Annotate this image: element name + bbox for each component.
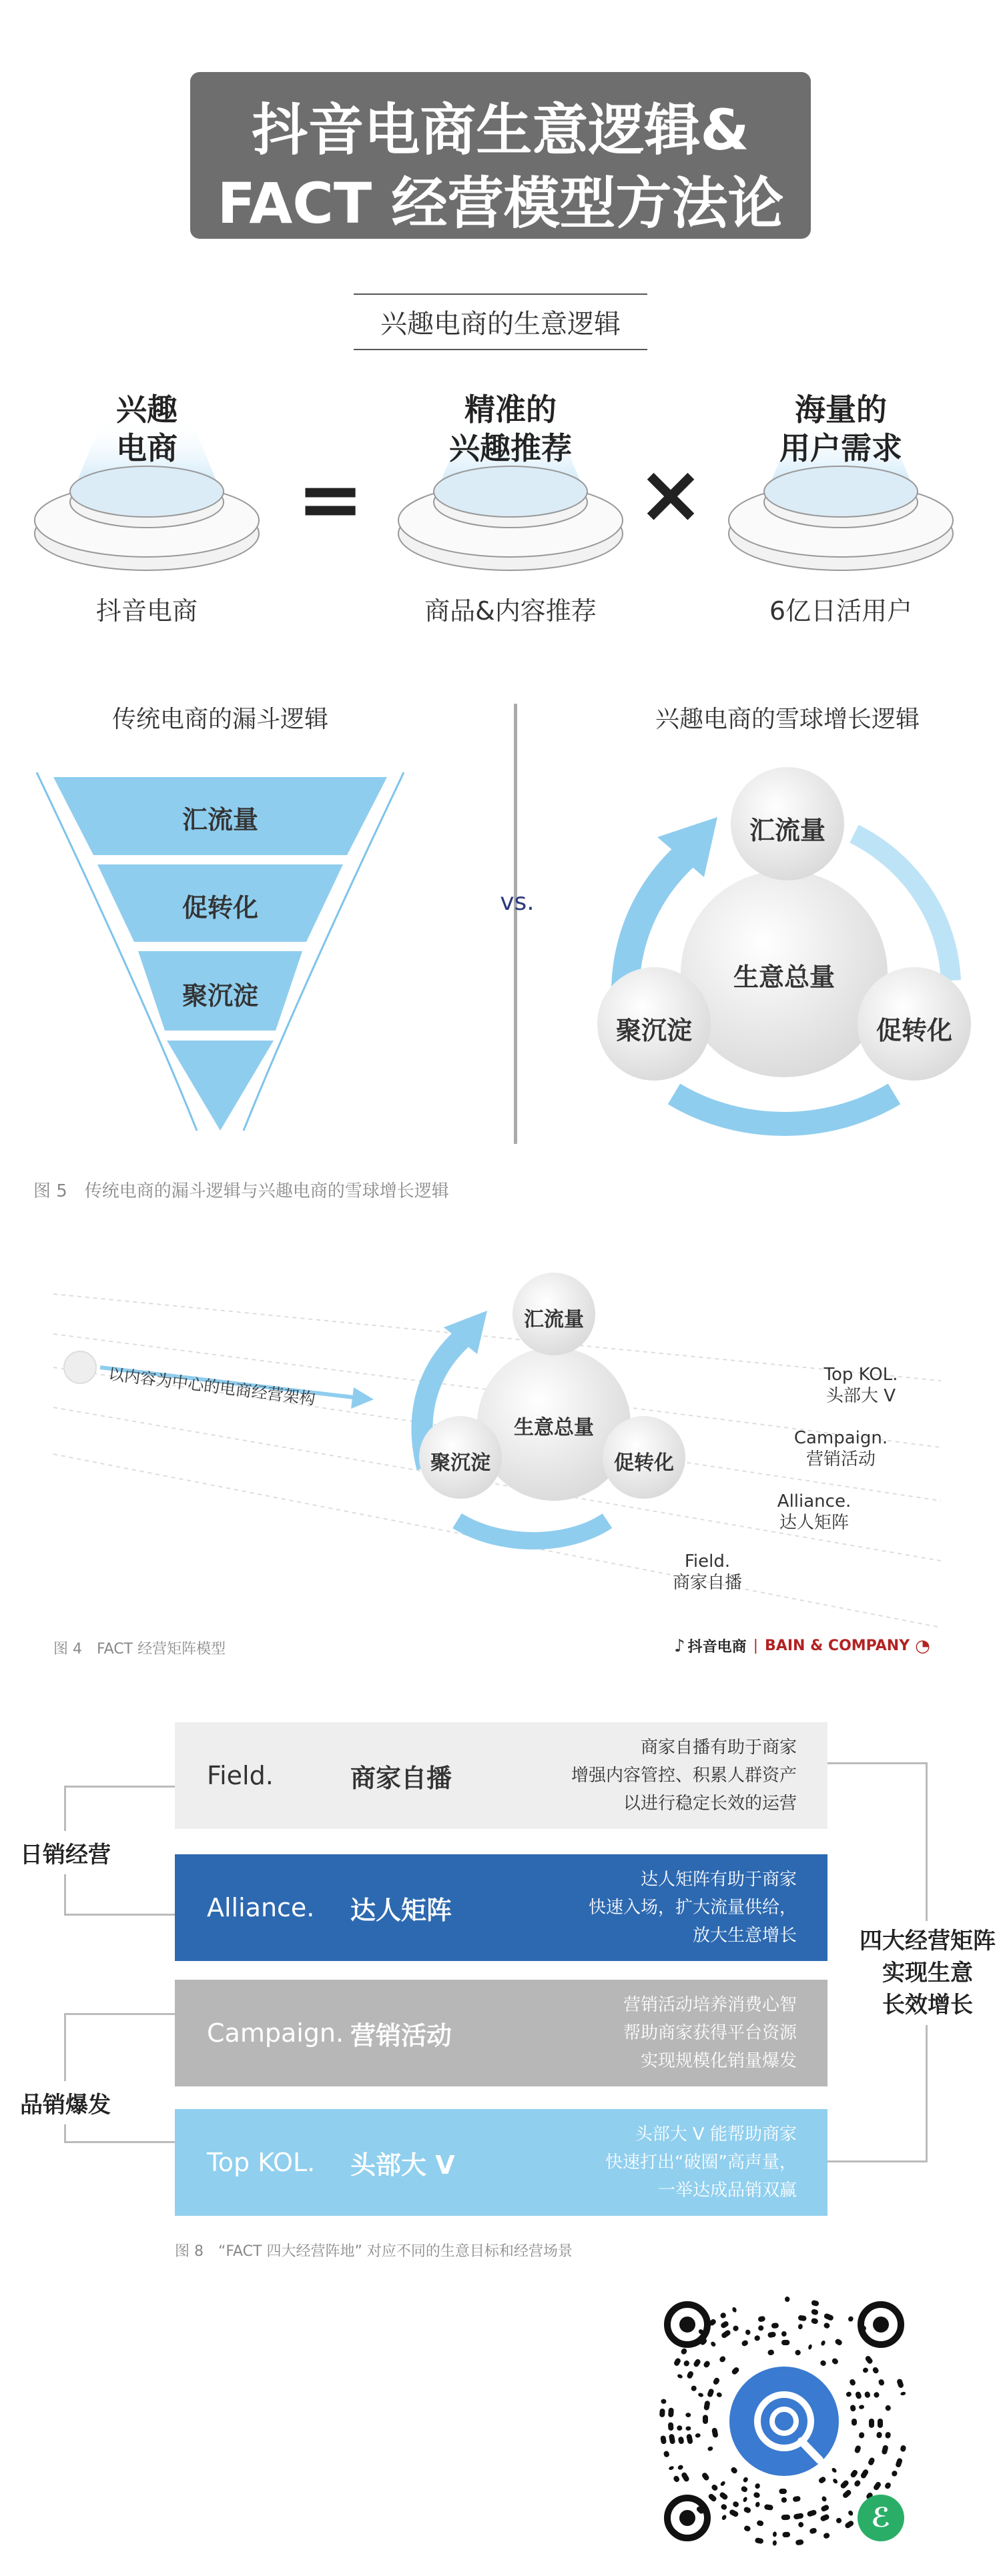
pedestal-caption-1: 抖音电商	[95, 596, 198, 626]
funnel-level-1: 汇流量	[182, 805, 258, 834]
section-divider	[514, 704, 517, 1144]
four-matrix-label	[848, 1921, 1001, 2025]
desc-line: 以进行稳定长效的运营	[623, 1794, 797, 1814]
desc-line: 头部大 V 能帮助商家	[635, 2124, 797, 2144]
lane-en: Campaign.	[793, 1428, 888, 1448]
desc-line: 快速入场，扩大流量供给，	[588, 1898, 797, 1918]
desc-line: 帮助商家获得平台资源	[623, 2023, 797, 2043]
douyin-note-icon: ♪	[674, 1636, 685, 1656]
row-desc	[551, 1734, 797, 1818]
search-icon	[729, 2367, 839, 2476]
vs-label: vs.	[500, 888, 535, 916]
desc-line: 营销活动培养消费心智	[623, 1995, 797, 2015]
times-sign: ×	[637, 448, 705, 541]
snowball-right: 促转化	[876, 1016, 952, 1045]
pedestal-group-1	[30, 390, 264, 590]
lane-cn: 头部大 V	[825, 1386, 896, 1406]
snowball-left: 聚沉淀	[615, 1016, 692, 1045]
lane-en: Field.	[684, 1551, 731, 1571]
bain-logo-icon: ◔	[915, 1636, 930, 1656]
row-en: Top KOL.	[207, 2148, 316, 2177]
figure5-caption: 图 5 传统电商的漏斗逻辑与兴趣电商的雪球增长逻辑	[33, 1181, 449, 1201]
lane-en: Alliance.	[777, 1491, 852, 1511]
snowball-heading: 兴趣电商的雪球增长逻辑	[655, 706, 920, 733]
desc-line: 一举达成品销双赢	[657, 2180, 797, 2200]
row-desc	[551, 1866, 797, 1950]
desc-line: 达人矩阵有助于商家	[640, 1870, 797, 1890]
bracket-line	[64, 1914, 175, 1916]
row-cn: 头部大 V	[350, 2150, 455, 2180]
snowball-small-center: 生意总量	[514, 1416, 594, 1439]
snowball-small-right: 促转化	[614, 1451, 674, 1475]
title-line-2: FACT 经营模型方法论	[217, 171, 784, 236]
row-desc	[551, 2120, 797, 2204]
lane-label-campaign	[781, 1427, 901, 1470]
pedestal-label-1	[30, 390, 264, 468]
pedestal-caption-2: 商品&内容推荐	[424, 596, 597, 626]
snowball-small-left: 聚沉淀	[430, 1451, 490, 1475]
funnel-level-3: 聚沉淀	[182, 981, 258, 1011]
lane-cn: 营销活动	[805, 1449, 876, 1469]
lane-en: Top KOL.	[823, 1365, 898, 1385]
row-cn: 营销活动	[350, 2020, 452, 2050]
fact-matrix-diagram	[40, 1254, 961, 1628]
douyin-logo-text: 抖音电商	[687, 1639, 747, 1656]
bracket-line	[827, 1762, 928, 1764]
lane-label-top-kol	[801, 1364, 921, 1407]
row-en: Campaign.	[207, 2018, 344, 2048]
figure4-caption: 图 4 FACT 经营矩阵模型	[53, 1641, 226, 1658]
snowball-diagram	[587, 760, 974, 1154]
desc-line: 实现规模化销量爆发	[640, 2051, 797, 2071]
label-line: 实现生意	[882, 1960, 973, 1986]
row-desc	[551, 1991, 797, 2075]
logo-separator: |	[753, 1638, 759, 1654]
lane-cn: 达人矩阵	[779, 1513, 849, 1533]
snowball-top: 汇流量	[749, 816, 825, 845]
equals-sign: =	[296, 454, 364, 546]
label-line: 用户需求	[779, 430, 902, 466]
partner-logos	[674, 1636, 930, 1656]
row-en: Alliance.	[207, 1893, 315, 1922]
label-line: 四大经营矩阵	[860, 1928, 996, 1954]
label-line: 精准的	[464, 392, 557, 428]
row-en: Field.	[207, 1761, 274, 1790]
funnel-heading: 传统电商的漏斗逻辑	[111, 706, 328, 733]
bracket-line	[827, 2160, 928, 2162]
content-arrow-label: 以内容为中心的电商经营架构	[107, 1364, 316, 1409]
daily-ops-label: 日销经营	[20, 1831, 111, 1874]
fact-row-field	[175, 1722, 827, 1829]
pedestal-label-2	[394, 390, 627, 468]
label-line: 长效增长	[882, 1992, 973, 2018]
bain-logo-text: BAIN & COMPANY	[765, 1638, 910, 1654]
label-line: 电商	[116, 430, 178, 466]
label-line: 兴趣推荐	[449, 430, 572, 466]
section1-heading: 兴趣电商的生意逻辑	[354, 293, 647, 350]
snowball-center: 生意总量	[733, 962, 835, 992]
bracket-line	[64, 2013, 175, 2015]
funnel-diagram	[30, 767, 410, 1141]
desc-line: 商家自播有助于商家	[640, 1738, 797, 1758]
pedestal-group-3	[724, 390, 958, 590]
funnel-level-2: 促转化	[182, 893, 258, 922]
desc-line: 增强内容管控、积累人群资产	[571, 1766, 797, 1786]
lane-label-alliance	[754, 1491, 874, 1533]
snowball-small-top: 汇流量	[524, 1308, 584, 1331]
mini-program-icon: ℰ	[858, 2495, 904, 2541]
burst-sales-label: 品销爆发	[20, 2081, 111, 2124]
pedestal-group-2	[394, 390, 627, 590]
label-line: 海量的	[795, 392, 887, 428]
row-cn: 商家自播	[350, 1763, 452, 1793]
lane-cn: 商家自播	[672, 1573, 742, 1593]
fact-row-top-kol	[175, 2109, 827, 2216]
fact-row-campaign	[175, 1980, 827, 2086]
title-banner	[190, 72, 811, 239]
figure8-caption: 图 8 “FACT 四大经营阵地” 对应不同的生意目标和经营场景	[175, 2243, 573, 2260]
row-cn: 达人矩阵	[350, 1895, 452, 1925]
title-line-1: 抖音电商生意逻辑&	[252, 97, 749, 163]
bracket-line	[64, 2141, 175, 2143]
bracket-line	[64, 1786, 175, 1788]
label-line: 兴趣	[116, 392, 178, 428]
desc-line: 放大生意增长	[692, 1926, 797, 1946]
qr-center-logo	[724, 2361, 844, 2481]
desc-line: 快速打出“破圈”高声量，	[605, 2152, 797, 2172]
lane-label-field	[647, 1551, 767, 1593]
fact-row-alliance	[175, 1854, 827, 1961]
pedestal-label-3	[724, 390, 958, 468]
pedestal-caption-3: 6亿日活用户	[769, 596, 913, 626]
mini-program-qr-code[interactable]	[657, 2295, 911, 2548]
